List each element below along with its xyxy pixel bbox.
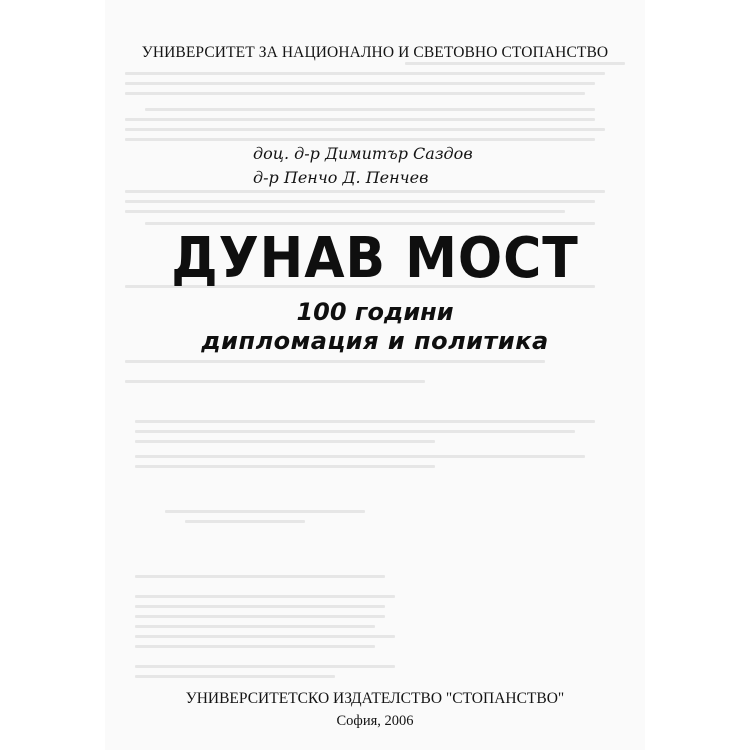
bleed-through-text [105,0,645,750]
author-1: доц. д-р Димитър Саздов [253,144,473,163]
university-name: УНИВЕРСИТЕТ ЗА НАЦИОНАЛНО И СВЕТОВНО СТОПАНСТВО [141,44,609,61]
book-title: ДУНАВ МОСТ [171,226,579,291]
subtitle-line-2: дипломация и политика [201,327,549,355]
subtitle-line-1: 100 години [296,298,454,326]
publisher-name: УНИВЕРСИТЕТСКО ИЗДАТЕЛСТВО "СТОПАНСТВО" [185,690,565,707]
paper-sheet [105,0,645,750]
place-and-year: София, 2006 [336,713,414,729]
author-2: д-р Пенчо Д. Пенчев [253,168,429,187]
